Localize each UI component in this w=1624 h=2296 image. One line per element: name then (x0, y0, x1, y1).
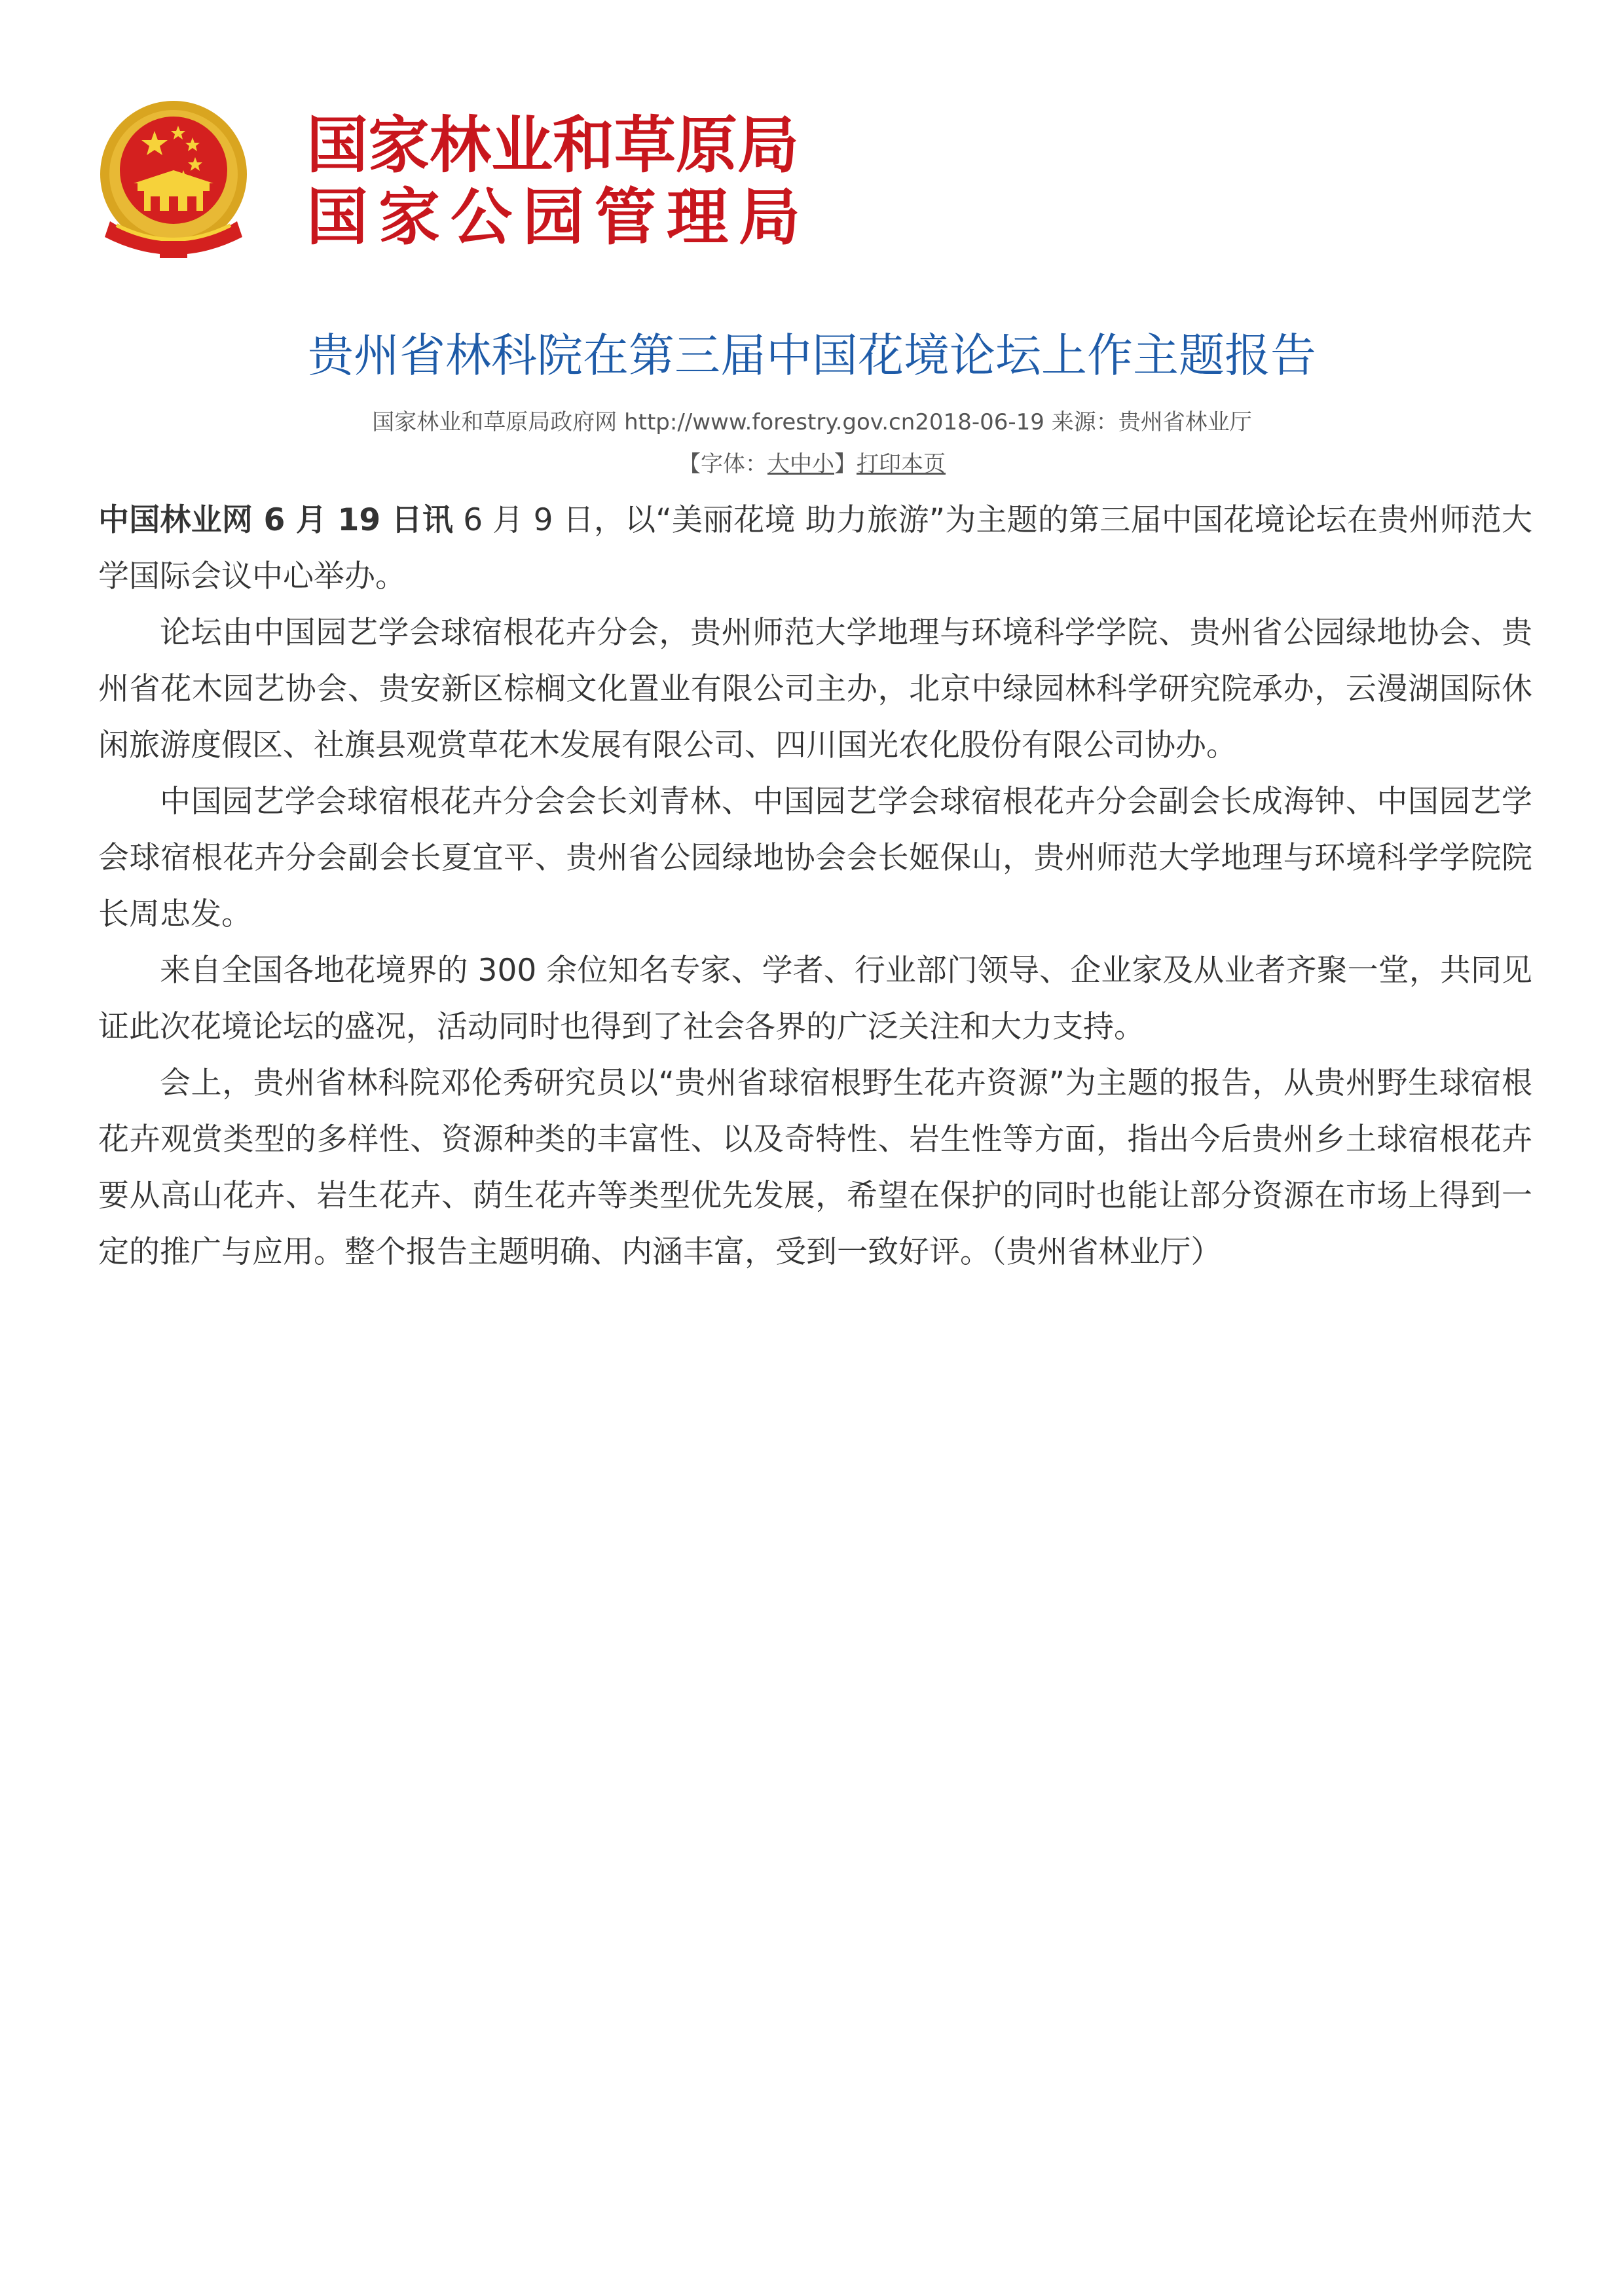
paragraph-3: 中国园艺学会球宿根花卉分会会长刘青林、中国园艺学会球宿根花卉分会副会长成海钟、中国园艺学会球宿根花卉分会副会长夏宜平、贵州省公园绿地协会会长姬保山，贵州师范大学地理与环境科学学院院长周忠发。 (98, 784, 1532, 932)
agency-name-forestry: 国家林业和草原局 (306, 110, 800, 181)
font-size-medium-link[interactable]: 中 (790, 451, 812, 477)
news-lead: 中国林业网 6 月 19 日讯 (98, 502, 454, 538)
paragraph-2: 论坛由中国园艺学会球宿根花卉分会，贵州师范大学地理与环境科学学院、贵州省公园绿地协会、贵州省花木园艺协会、贵安新区棕榈文化置业有限公司主办，北京中绿园林科学研究院承办，云漫湖国际休闲旅游度假区、社旗县观赏草花木发展有限公司、四川国光农化股份有限公司协办。 (98, 615, 1532, 763)
article-tools (0, 448, 1624, 481)
paragraph-5: 会上，贵州省林科院邓伦秀研究员以“贵州省球宿根野生花卉资源”为主题的报告，从贵州野生球宿根花卉观赏类型的多样性、资源种类的丰富性、以及奇特性、岩生性等方面，指出今后贵州乡土球宿根花卉要从高山花卉、岩生花卉、荫生花卉等类型优先发展，希望在保护的同时也能让部分资源在市场上得到一定的推广与应用。整个报告主题明确、内涵丰富，受到一致好评。（贵州省林业厅） (98, 1065, 1532, 1270)
article-body (98, 492, 1532, 1281)
font-size-small-link[interactable]: 小 (812, 451, 834, 477)
paragraph-4: 来自全国各地花境界的 300 余位知名专家、学者、行业部门领导、企业家及从业者齐聚一堂，共同见证此次花境论坛的盛况，活动同时也得到了社会各界的广泛关注和大力支持。 (98, 953, 1532, 1045)
paragraph-1 (98, 492, 1532, 605)
national-emblem-icon (97, 97, 251, 261)
article-title: 贵州省林科院在第三届中国花境论坛上作主题报告 (308, 329, 1316, 382)
font-size-label: 【字体： (678, 451, 767, 477)
agency-names (306, 110, 811, 254)
article-source-line: 国家林业和草原局政府网 http://www.forestry.gov.cn2018-06-19 来源：贵州省林业厅 (372, 409, 1252, 435)
agency-name-parks: 国家公园管理局 (306, 182, 811, 253)
site-header (97, 97, 811, 261)
font-size-close: 】 (834, 451, 857, 477)
print-page-link[interactable]: 打印本页 (857, 451, 946, 477)
paragraph-1-text: 6 月 9 日，以“美丽花境 助力旅游”为主题的第三届中国花境论坛在贵州师范大学国际会议中心举办。 (98, 502, 1533, 594)
font-size-large-link[interactable]: 大 (767, 451, 790, 477)
